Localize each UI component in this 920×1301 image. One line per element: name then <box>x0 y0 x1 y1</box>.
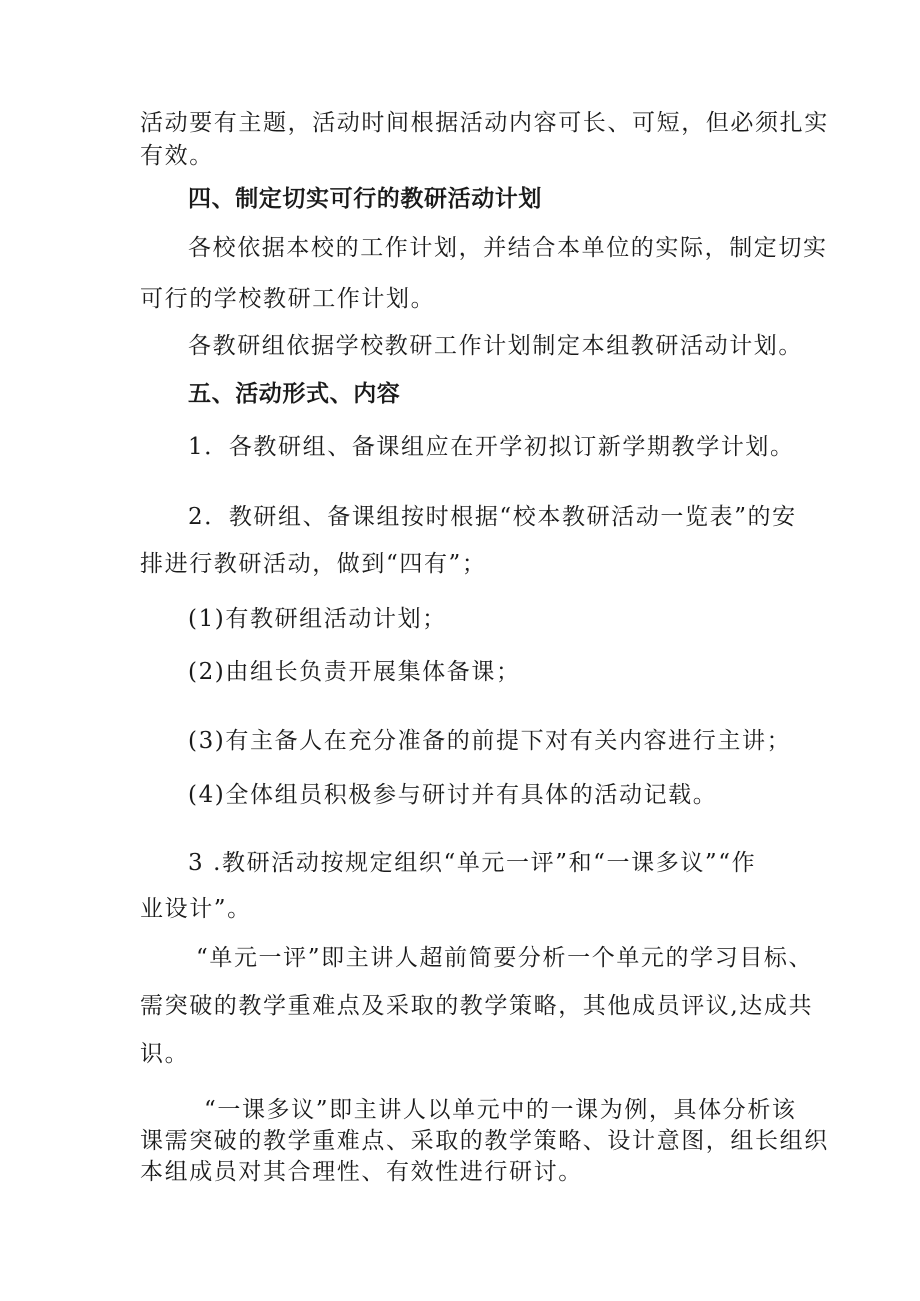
list-item-3: 3 .教研活动按规定组织“单元一评”和“一课多议”“作 <box>188 850 757 876</box>
paragraph-line: 需突破的教学重难点及采取的教学策略，其他成员评议,达成共 <box>140 993 814 1019</box>
paragraph-line: 活动要有主题，活动时间根据活动内容可长、可短，但必须扎实 <box>140 110 829 136</box>
list-item-2: 2．教研组、备课组按时根据“校本教研活动一览表”的安 <box>188 504 797 530</box>
sub-item-3: (3)有主备人在充分准备的前提下对有关内容进行主讲； <box>188 728 792 754</box>
sub-item-2: (2)由组长负责开展集体备课； <box>188 659 521 685</box>
paragraph-line: 有效。 <box>140 143 214 169</box>
list-item-1: 1．各教研组、备课组应在开学初拟订新学期教学计划。 <box>188 434 795 460</box>
paragraph-line: 本组成员对其合理性、有效性进行研讨。 <box>140 1159 583 1185</box>
sub-item-1: (1)有教研组活动计划； <box>188 606 447 632</box>
paragraph-line: “单元一评”即主讲人超前简要分析一个单元的学习目标、 <box>196 945 814 971</box>
paragraph-line: 可行的学校教研工作计划。 <box>140 286 436 312</box>
section-heading-4: 四、制定切实可行的教研活动计划 <box>188 186 542 212</box>
paragraph-line: 课需突破的教学重难点、采取的教学策略、设计意图，组长组织 <box>140 1128 829 1154</box>
section-heading-5: 五、活动形式、内容 <box>188 381 401 407</box>
paragraph-line: 排进行教研活动，做到“四有”； <box>140 551 487 577</box>
paragraph-line: 识。 <box>140 1041 190 1067</box>
paragraph-line: 各教研组依据学校教研工作计划制定本组教研活动计划。 <box>188 333 803 359</box>
paragraph-line: 各校依据本校的工作计划，并结合本单位的实际，制定切实 <box>188 235 828 261</box>
paragraph-line: 业设计”。 <box>140 896 252 922</box>
sub-item-4: (4)全体组员积极参与研讨并有具体的活动记载。 <box>188 782 718 808</box>
paragraph-line: “一课多议”即主讲人以单元中的一课为例，具体分析该 <box>204 1097 797 1123</box>
